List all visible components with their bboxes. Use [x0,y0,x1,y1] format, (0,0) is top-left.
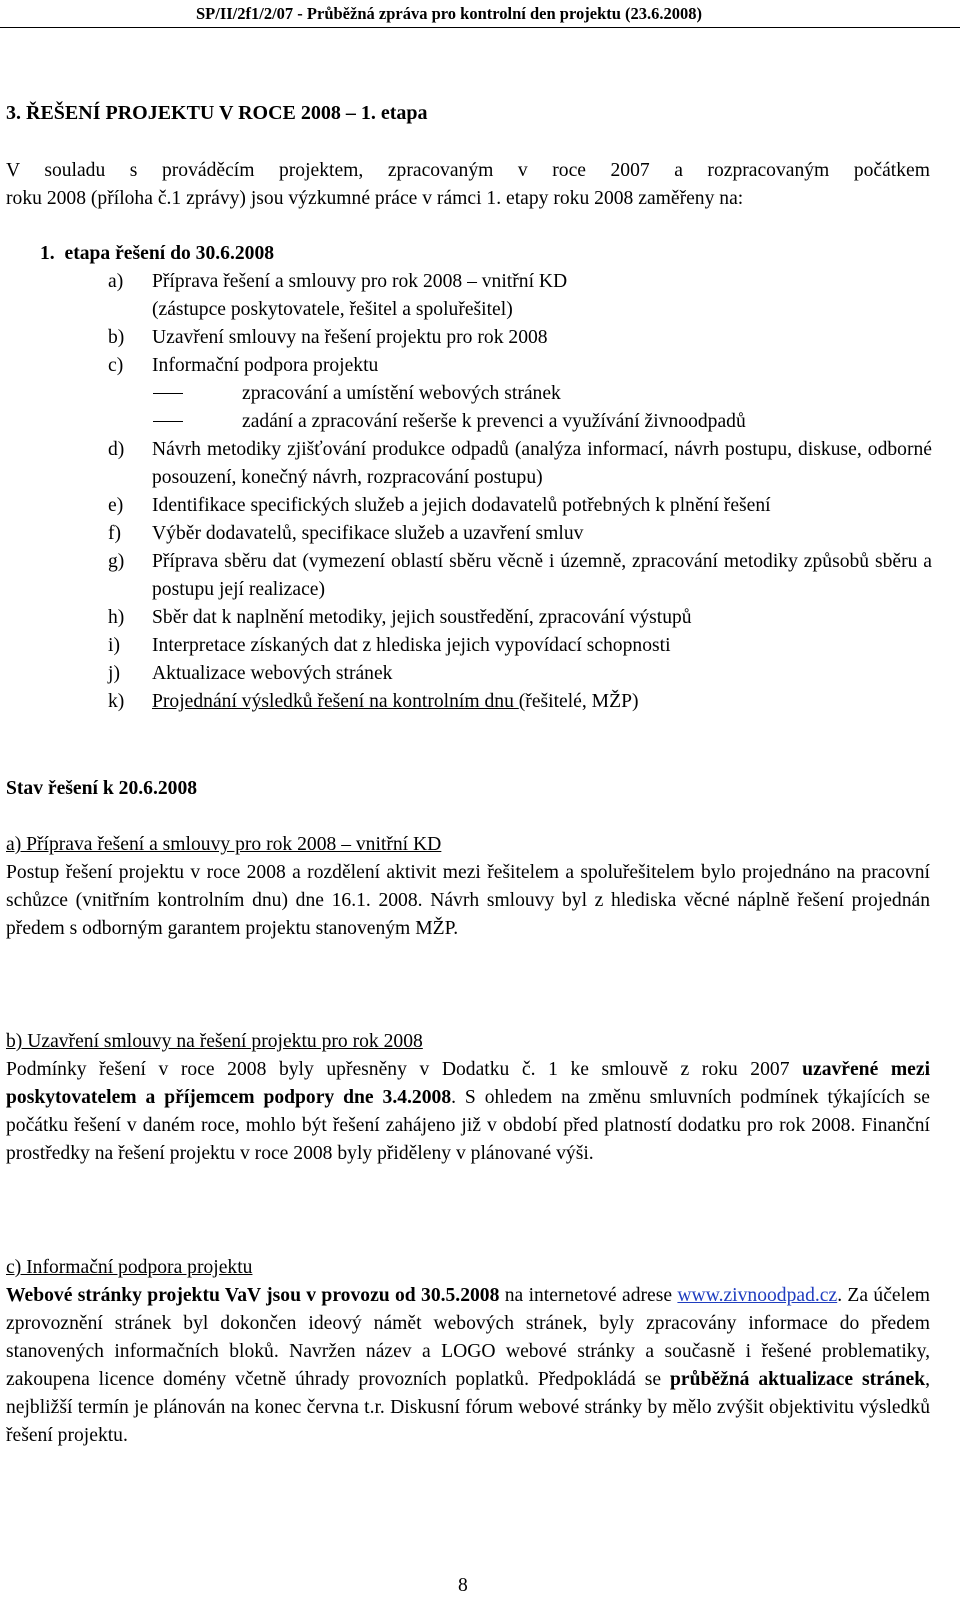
list-item-text-rest: (řešitelé, MŽP) [518,691,639,712]
section-c-bold-text-1: Webové stránky projektu VaV jsou v provozu od 30.5.2008 [6,1285,500,1306]
intro-paragraph [6,157,930,213]
list-item-label: g) [108,551,125,572]
section-b [6,1028,930,1168]
list-item-text [152,688,932,716]
list-item [108,436,932,492]
section-a-heading: a) Příprava řešení a smlouvy pro rok 2008 – vnitřní KD [6,834,442,855]
etapa-task-list [108,268,932,716]
section-b-heading: b) Uzavření smlouvy na řešení projektu pro rok 2008 [6,1031,423,1052]
list-item-label: j) [108,663,120,684]
dash-bullet [153,393,183,394]
section-a [6,831,930,943]
list-item-label: k) [108,691,125,712]
sub-list-item [108,408,932,436]
list-item-label: i) [108,635,120,656]
list-item [108,352,932,380]
list-item-label: a) [108,271,124,292]
list-item [108,548,932,604]
status-heading: Stav řešení k 20.6.2008 [6,778,198,799]
list-item-label: h) [108,607,125,628]
sub-list-item-text: zpracování a umístění webových stránek [242,383,561,404]
list-item-text: Návrh metodiky zjišťování produkce odpadů (analýza informací, návrh postupu, diskuse, odborné posouzení, konečný návrh, rozpracování postupu) [152,439,932,488]
list-item [108,660,932,688]
list-item [108,604,932,632]
list-item-text: Identifikace specifických služeb a jejich dodavatelů potřebných k plnění řešení [152,495,771,516]
etapa-heading [40,240,274,268]
list-item [108,324,932,352]
list-item-label: d) [108,439,125,460]
section-c-body [6,1282,930,1450]
list-item-text: Výběr dodavatelů, specifikace služeb a uzavření smluv [152,523,584,544]
list-item-text: Interpretace získaných dat z hlediska jejich vypovídací schopnosti [152,635,671,656]
section-c-text-1: na internetové adrese [499,1285,678,1306]
sub-list-item [108,380,932,408]
section-a-body: Postup řešení projektu v roce 2008 a rozdělení aktivit mezi řešitelem a spoluřešitelem bylo projednáno na pracovní schůzce (vnitřním kontrolním dnu) dne 16.1. 2008. Návrh smlouvy byl z hlediska věcné náplně řešení projednán předem s odborným garantem projektu stanoveným MŽP. [6,862,930,939]
intro-line-2: roku 2008 (příloha č.1 zprávy) jsou výzkumné práce v rámci 1. etapy roku 2008 zaměřeny na: [6,188,744,209]
etapa-title: etapa řešení do 30.6.2008 [64,243,275,264]
list-item [108,632,932,660]
section-c-heading: c) Informační podpora projektu [6,1257,253,1278]
list-item [108,492,932,520]
list-item-text: Informační podpora projektu [152,355,379,376]
running-header: SP/II/2f1/2/07 - Průběžná zpráva pro kontrolní den projektu (23.6.2008) [196,4,703,23]
list-item [108,688,932,716]
section-c-bold-text-2: průběžná aktualizace stránek [669,1369,926,1390]
section-b-body [6,1056,930,1168]
section-c-text-3: , nejbližší termín je plánován na konec června t.r. Diskusní fórum webové stránky by mělo zvýšit objektivitu výsledků řešení projektu. [6,1369,930,1446]
page-number: 8 [458,1575,468,1596]
list-item-label: c) [108,355,124,376]
list-item-label: f) [108,523,122,544]
section-b-bold-text: uzavřené mezi poskytovatelem a příjemcem podpory dne 3.4.2008 [6,1059,931,1108]
website-link[interactable]: www.zivnoodpad.cz [677,1285,838,1306]
list-item-text-continuation: (zástupce poskytovatele, řešitel a spoluřešitel) [152,299,513,320]
intro-line-1: V souladu s prováděcím projektem, zpracovaným v roce 2007 a rozpracovaným počátkem [6,160,930,181]
section-heading: 3. ŘEŠENÍ PROJEKTU V ROCE 2008 – 1. etapa [6,102,428,124]
underlined-text: Projednání výsledků řešení na kontrolním dnu [152,691,519,712]
list-item-text: Aktualizace webových stránek [152,663,393,684]
list-item [108,268,932,324]
list-item [108,520,932,548]
sub-list-item-text: zadání a zpracování rešerše k prevenci a využívání živnoodpadů [242,411,746,432]
etapa-number: 1. [40,243,55,264]
section-b-text-2: . S ohledem na změnu smluvních podmínek týkajících se počátku řešení v daném roce, mohlo být řešení zahájeno již v období před platností dodatku pro rok 2008. Finanční prostředky na řešení projektu v roce 2008 byly přiděleny v plánované výši. [6,1087,930,1164]
list-item-text: Příprava sběru dat (vymezení oblastí sběru věcně i územně, zpracování metodiky způsobů sběru a postupu její realizace) [152,551,932,600]
section-c [6,1254,930,1450]
header-divider [0,27,960,28]
dash-bullet [153,421,183,422]
list-item-text: Uzavření smlouvy na řešení projektu pro rok 2008 [152,327,548,348]
list-item-label: b) [108,327,125,348]
list-item-text: Sběr dat k naplnění metodiky, jejich soustředění, zpracování výstupů [152,607,692,628]
section-c-text-2: . Za účelem zprovoznění stránek byl dokončen ideový námět webových stránek, byly zpracovány informace do předem stanovených informačních bloků. Navržen název a LOGO webové stránky a současně i řešené problematiky, zakoupena licence domény včetně úhrady provozních poplatků. Předpokládá se [6,1285,931,1390]
list-item-label: e) [108,495,124,516]
section-b-text-1: Podmínky řešení v roce 2008 byly upřesněny v Dodatku č. 1 ke smlouvě z roku 2007 [6,1059,790,1080]
list-item-text: Příprava řešení a smlouvy pro rok 2008 – vnitřní KD [152,271,568,292]
